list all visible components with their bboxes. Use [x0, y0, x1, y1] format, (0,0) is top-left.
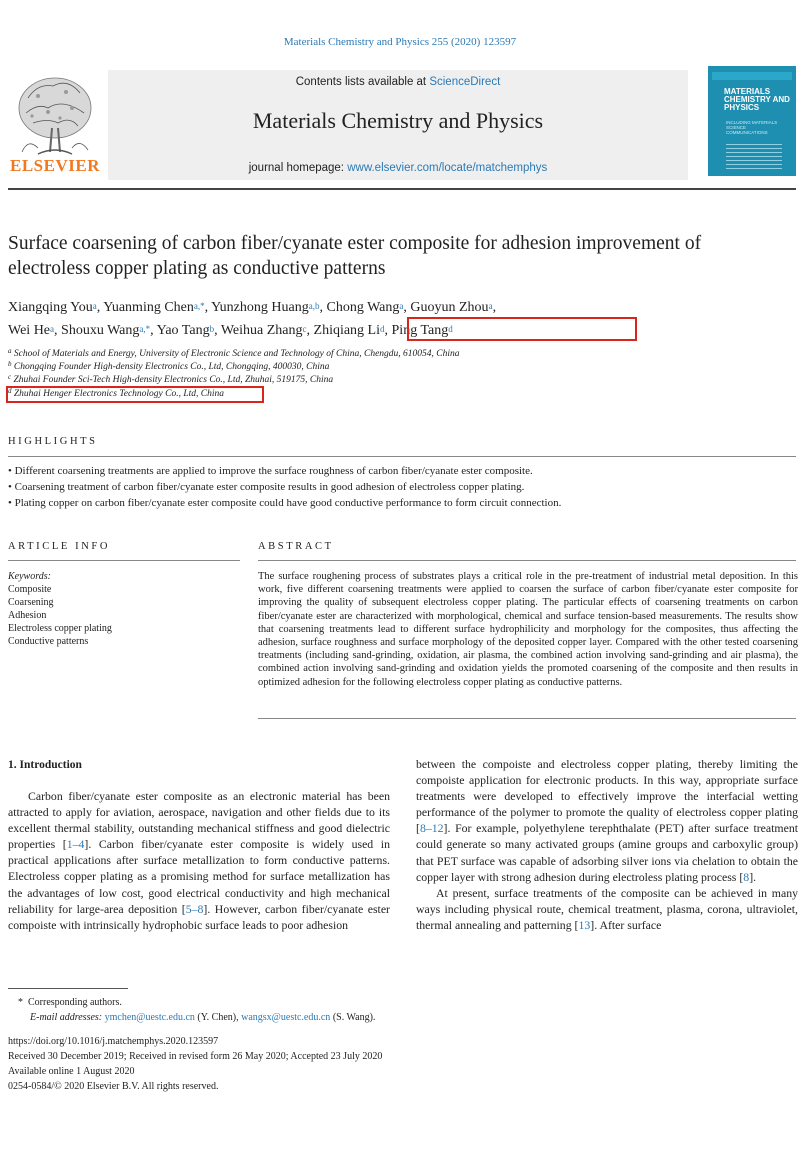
- elsevier-wordmark: ELSEVIER: [10, 156, 100, 175]
- keyword-item: Composite: [8, 584, 52, 595]
- author-separator: ,: [54, 323, 62, 338]
- author-name[interactable]: Wei He: [8, 323, 51, 338]
- corresponding-note: * Corresponding authors.: [18, 997, 122, 1008]
- author-affiliation-marker[interactable]: a: [92, 301, 97, 311]
- author-name[interactable]: Chong Wang: [326, 300, 400, 315]
- intro-paragraph: At present, surface treatments of the composite can be achieved in many ways including physical route, chemical treatment, plasma, corona, ultraviolet, thermal annealing and patterning [13]. After surface: [416, 885, 798, 932]
- email-note: E-mail addresses: ymchen@uestc.edu.cn (Y. Chen), wangsx@uestc.edu.cn (S. Wang).: [30, 1012, 376, 1023]
- author-name[interactable]: Yao Tang: [156, 323, 210, 338]
- sciencedirect-link[interactable]: ScienceDirect: [429, 76, 501, 88]
- available-online: Available online 1 August 2020: [8, 1066, 135, 1077]
- highlight-box-affiliation: [6, 386, 264, 403]
- cover-text-lines: [726, 144, 782, 170]
- abstract-heading: ABSTRACT: [258, 541, 334, 552]
- contents-prefix: Contents lists available at: [295, 76, 430, 88]
- author-affiliation-marker[interactable]: a: [50, 324, 55, 334]
- author-separator: ,: [204, 300, 212, 315]
- cover-title: MATERIALS CHEMISTRY AND PHYSICS: [724, 87, 790, 112]
- abstract-bottom-divider: [258, 718, 796, 719]
- email-link-wang[interactable]: wangsx@uestc.edu.cn: [241, 1012, 331, 1023]
- introduction-heading: 1. Introduction: [8, 759, 82, 771]
- author-name[interactable]: Yunzhong Huang: [211, 300, 309, 315]
- abstract-text: The surface roughening process of substrates plays a critical role in the pre-treatment of industrial metal deposition. In this work, five different coarsening treatments were applied to coarsen the surface of carbon fiber/cyanate ester composite for improving the quality of subsequent electroless copper plating. The particular effects of coarsening treatments on carbon fiber/cyanate ester are characterized with morphological, chemical and surface tension-based measurements. The results show that coarsening treatments lead to different surface hydrophilicity and morphology for the composites, thus affecting the adhesion, surface roughness and surface morphology of the deposited copper layer. Compared with the other tested coarsening treatments (including sand-grinding, oxidation, air plasma, the combined action involving sand-grinding and air plasma), the combined action involving sand-grinding and oxidation yields the promoted coarsening of the composite and then results in optimized adhesion for the following electroless copper plating as conductive patterns.: [258, 571, 798, 688]
- author-separator: ,: [492, 300, 497, 315]
- doi-link[interactable]: https://doi.org/10.1016/j.matchemphys.2020.123597: [8, 1036, 219, 1047]
- reference-link[interactable]: 1–4: [66, 837, 85, 852]
- highlight-item-3: • Plating copper on carbon fiber/cyanate ester composite could have good conductive performance to form circuit connection.: [8, 497, 562, 509]
- author-name[interactable]: Guoyun Zhou: [410, 300, 489, 315]
- author-affiliation-marker[interactable]: a: [399, 301, 404, 311]
- keywords-label: Keywords:: [8, 571, 51, 582]
- author-separator: ,: [96, 300, 104, 315]
- journal-citation-link[interactable]: Materials Chemistry and Physics 255 (2020) 123597: [283, 36, 517, 48]
- highlight-item-2: • Coarsening treatment of carbon fiber/cyanate ester composite results in good adhesion of electroless copper plating.: [8, 481, 525, 493]
- article-info-divider: [8, 560, 240, 561]
- affiliation-b: $^b$ Chongqing Founder High-density Electronics Co., Ltd, Chongqing, 400030, China: [8, 360, 330, 372]
- homepage-prefix: journal homepage:: [248, 162, 348, 174]
- contents-line: [108, 76, 688, 88]
- author-name[interactable]: Shouxu Wang: [61, 323, 140, 338]
- abstract-divider: [258, 560, 796, 561]
- reference-link[interactable]: 13: [578, 917, 591, 932]
- journal-cover-thumbnail[interactable]: [708, 66, 796, 176]
- highlight-item-1: • Different coarsening treatments are applied to improve the surface roughness of carbon fiber/cyanate ester composite.: [8, 465, 533, 477]
- author-name[interactable]: Weihua Zhang: [220, 323, 303, 338]
- author-affiliation-marker[interactable]: a,b: [308, 301, 320, 311]
- cover-subtitle: INCLUDING MATERIALS SCIENCE COMMUNICATIONS: [726, 120, 778, 135]
- author-affiliation-marker[interactable]: c: [302, 324, 307, 334]
- header-divider: [8, 188, 796, 190]
- reference-link[interactable]: 5–8: [185, 901, 204, 916]
- author-name[interactable]: Xiangqing You: [8, 300, 93, 315]
- homepage-link[interactable]: www.elsevier.com/locate/matchemphys: [347, 162, 548, 174]
- author-affiliation-marker[interactable]: d: [448, 324, 453, 334]
- copyright: 0254-0584/© 2020 Elsevier B.V. All rights reserved.: [8, 1081, 219, 1092]
- author-line-1: [8, 296, 796, 319]
- intro-paragraph: between the compoiste and electroless copper plating, thereby limiting the compoiste application for electronic products. In this way, appropriate surface treatments were developed to effectively improve the interfacial wetting performance of the polymer to promote the quality of electroless copper plating [8–12]. For example, polyethylene terephthalate (PET) after surface treatment could generate so many activated groups (amine groups and carboxylic group) that PET surface was capable of adsorbing silver ions via chelation to obtain the copper layer with strong adhesion during electroless plating process [8].: [416, 757, 798, 884]
- article-info-heading: ARTICLE INFO: [8, 541, 111, 552]
- author-separator: ,: [150, 323, 157, 338]
- author-affiliation-marker[interactable]: a: [488, 301, 493, 311]
- author-separator: ,: [384, 323, 392, 338]
- author-separator: ,: [319, 300, 327, 315]
- keyword-item: Electroless copper plating: [8, 623, 112, 634]
- author-name[interactable]: Yuanming Chen: [103, 300, 194, 315]
- author-separator: ,: [403, 300, 411, 315]
- author-separator: ,: [306, 323, 314, 338]
- intro-right-column: [416, 756, 798, 933]
- journal-homepage: [108, 162, 688, 174]
- author-separator: ,: [214, 323, 221, 338]
- affiliation-a: $^a$ School of Materials and Energy, University of Electronic Science and Technology of China, Chengdu, 610054, China: [8, 347, 460, 359]
- footnote-divider: [8, 988, 128, 989]
- cover-top-band: [712, 72, 792, 80]
- reference-link[interactable]: 8–12: [419, 821, 444, 836]
- highlight-box-authors: [407, 317, 637, 341]
- author-name[interactable]: Zhiqiang Li: [313, 323, 381, 338]
- email-link-chen[interactable]: ymchen@uestc.edu.cn: [104, 1012, 195, 1023]
- keywords-block: [8, 570, 228, 648]
- author-affiliation-marker[interactable]: d: [380, 324, 385, 334]
- author-affiliation-marker[interactable]: b: [209, 324, 215, 334]
- author-list: [8, 296, 796, 342]
- highlights-divider: [8, 456, 796, 457]
- affiliation-c: $^c$ Zhuhai Founder Sci-Tech High-density Electronics Co., Ltd, Zhuhai, 519175, China: [8, 373, 334, 385]
- author-affiliation-marker[interactable]: a,*: [193, 301, 205, 311]
- highlights-heading: HIGHLIGHTS: [8, 436, 98, 447]
- author-name[interactable]: Ping Tang: [391, 323, 449, 338]
- article-title: Surface coarsening of carbon fiber/cyanate ester composite for adhesion improvement of electroless copper plating as conductive patterns: [8, 233, 702, 279]
- journal-title: Materials Chemistry and Physics: [252, 108, 544, 133]
- keyword-item: Adhesion: [8, 610, 47, 621]
- keyword-item: Coarsening: [8, 597, 54, 608]
- author-affiliation-marker[interactable]: a,*: [139, 324, 151, 334]
- intro-left-column: [8, 788, 390, 933]
- received-dates: Received 30 December 2019; Received in revised form 26 May 2020; Accepted 23 July 2020: [8, 1051, 383, 1062]
- reference-link[interactable]: 8: [743, 869, 750, 884]
- affiliation-d: $^d$ Zhuhai Henger Electronics Technology Co., Ltd, China: [8, 387, 225, 399]
- keyword-item: Conductive patterns: [8, 636, 89, 647]
- intro-paragraph: Carbon fiber/cyanate ester composite as an electronic material has been attracted to apply for aviation, aerospace, navigation and other fields due to its excellent thermal stability, outstanding mechanical stiffness and good dielectric properties [1–4]. Carbon fiber/cyanate ester composite is widely used in practical applications after surface metallization to form conductive patterns. Electroless copper plating as a promising method for surface metallization has the advantages of low cost, good electrical conductivity and high mechanical reliability for large-area deposition [5–8]. However, carbon fiber/cyanate ester compoiste with intrinsically hydrophobic surface leads to poor adhesion: [8, 789, 390, 932]
- author-line-2: [8, 319, 796, 342]
